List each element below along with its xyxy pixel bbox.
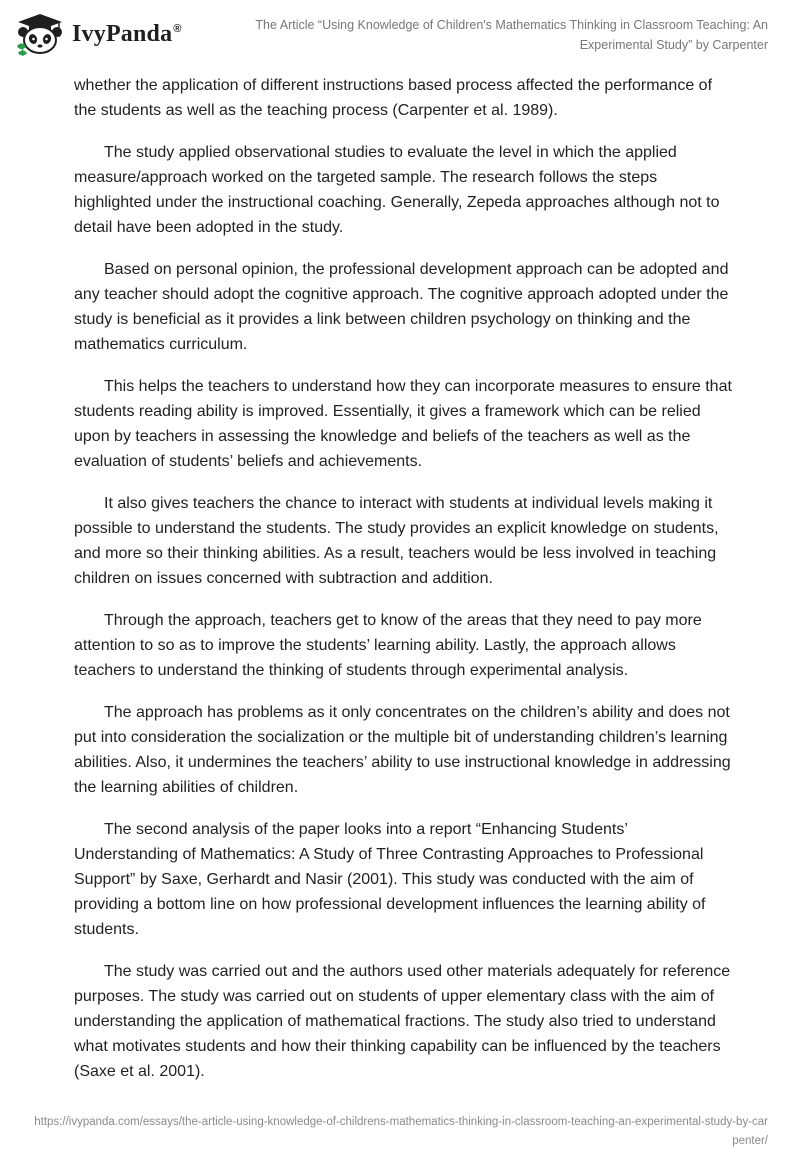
logo-registered-mark: ® (173, 22, 182, 35)
paragraph: Based on personal opinion, the professional development approach can be adopted and any teacher should adopt the cognitive approach. The cognitive approach adopted under the study is beneficial as it provides a link between children psychology on thinking and the mathematics curriculum. (74, 261, 729, 353)
paragraph: The approach has problems as it only concentrates on the children’s ability and does not put into consideration the socialization or the multiple bit of understanding children’s learning abilities. Also, it undermines the teachers’ ability to use instructional knowledge in addressing the learning abilities of children. (74, 704, 731, 796)
paragraph: Through the approach, teachers get to know of the areas that they need to pay more attention to so as to improve the students’ learning ability. Lastly, the approach allows teachers to understand the thinking of students through experimental analysis. (74, 612, 702, 679)
essay-body (74, 73, 734, 1101)
document-title: The Article “Using Knowledge of Children's Mathematics Thinking in Classroom Teaching: An Experimental Study” by Carpenter (255, 18, 768, 52)
paragraph: This helps the teachers to understand how they can incorporate measures to ensure that students reading ability is improved. Essentially, it gives a framework which can be relied upon by teachers in assessing the knowledge and beliefs of the teachers as well as the evaluation of students’ beliefs and achievements. (74, 378, 732, 470)
logo-name: IvyPanda (72, 20, 173, 47)
paragraph: The second analysis of the paper looks into a report “Enhancing Students’ Understanding of Mathematics: A Study of Three Contrasting Approaches to Professional Support” by Saxe, Gerhardt and Nasir (2001). This study was conducted with the aim of providing a bottom line on how professional development influences the learning ability of students. (74, 821, 706, 938)
panda-logo-icon (14, 12, 66, 56)
logo-wordmark (72, 21, 182, 48)
ivypanda-logo[interactable] (14, 12, 182, 56)
paragraph: It also gives teachers the chance to interact with students at individual levels making it possible to understand the students. The study provides an explicit knowledge on students, and more so their thinking abilities. As a result, teachers would be less involved in teaching children on issues concerned with subtraction and addition. (74, 495, 719, 587)
page-header (0, 0, 800, 70)
paragraph: The study was carried out and the authors used other materials adequately for reference purposes. The study was carried out on students of upper elementary class with the aim of understanding the application of mathematical fractions. The study also tried to understand what motivates students and how their thinking capability can be influenced by the teachers (Saxe et al. 2001). (74, 963, 731, 1080)
paragraph: whether the application of different instructions based process affected the performance of the students as well as the teaching process (Carpenter et al. 1989). (74, 77, 713, 119)
paragraph: The study applied observational studies to evaluate the level in which the applied measure/approach worked on the targeted sample. The research follows the steps highlighted under the instructional coaching. Generally, Zepeda approaches although not to detail have been adopted in the study. (74, 144, 720, 236)
source-url-link[interactable]: https://ivypanda.com/essays/the-article-using-knowledge-of-childrens-mathematics-thinking-in-classroom-teaching-an-experimental-study-by-carpenter/ (34, 1116, 768, 1147)
